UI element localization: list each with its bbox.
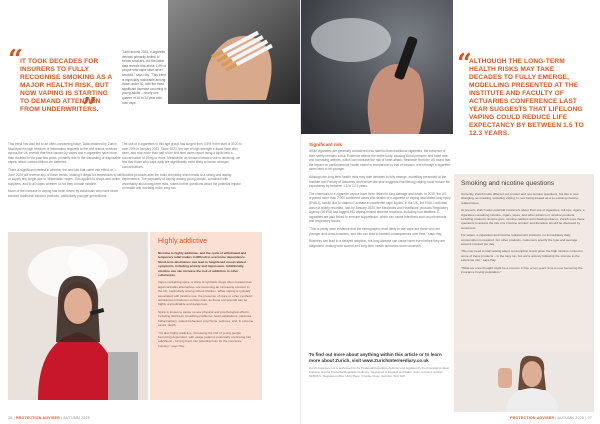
woman-vaping-photo [8,232,148,400]
panel-title: Highly addictive [158,238,208,245]
paragraph: Currently, Zurich holds different set smoker and non-smoker questions, but this is now changing, as smoking, including vaping, is now being treated as a co-existing nicotine-related issue. [461,192,580,205]
magazine-brand: PROTECTION ADVISER [15,416,60,420]
paragraph: While cigarettes are generally considered less harmful than traditional cigarettes, the evidence of their safety remains a risk. Evidence affects the entire body, causing blood pressure and heart rate, and narrowing arteries, which can increase the risk of heart attack. Research from the US found that the impact on cardiovascular health raised in comparison to that of tobacco, even though e-cigarette users tend to be younger. [309,149,451,172]
paragraph: The use of e-cigarettes in this age group has surged from 3.5% in the start of 2020 to over 20% in January 2023. Since 2023, the use of high-strength e-liquid have also risen, and now more than half of the first-time users report using a liquid with a concentration of 20mg or more. Meanwhile, as smoked tobacco use is declining, we find that those who vape daily are significantly more likely to favour stronger concentrations. [122,142,242,169]
left-footer: 26 | PROTECTION ADVISER | AUTUMN 2025 [8,416,90,420]
paragraph: Nicotine products alter the brain chemistry which leads to a strong and lasting dependence. The popularity of vaping among young people, combined with uncertainty about long-term risks, raises further questions about the potential impact on health and mortality in the long run. [122,172,241,191]
cta-disclaimer: Zurich Assurance Ltd is authorised by the Prudential Regulation Authority and regulated by the Financial Conduct Authority and the Prudential Regulation Authority. Registered in England and Wales under company number 02456671. Registered office: Unity Place, 1 Carfax Close, Swindon, SN1 1AP. [309,366,449,378]
right-page [300,0,600,424]
paragraph: "It's also highly addictive, increasing the risk of young people becoming dependent, with usage patterns potentially continuing into adulthood – turning them into potential risks for the insurance industry," says Hay. [158,330,252,348]
paragraph: Vapes containing spice, a class of synthetic drugs often marketed as legal cannabis alternatives, are becoming an increasing concern in the UK, particularly among school children. While vaping is typically associated with nicotine use, the presence of spice or other synthetic substances introduces serious risks, as these compounds can be highly unpredictable and dangerous. [158,280,253,307]
issue-label: AUTUMN 2025 [557,416,585,420]
paragraph: This trend has also led to an often-concerning issue. Data obtained by Zurich Municipal through freedom of information requests to fire and rescue services across the UK reveals that fires caused by vapes and e-cigarettes have more than doubled in the past few years, primarily due to the discarding of disposable vapes, which contain lithium-ion batteries. [8,142,121,165]
cta-block [309,352,449,378]
open-quote-icon: “ [457,49,472,79]
highly-addictive-panel [150,232,262,400]
right-footer: PROTECTION ADVISER | AUTUMN 2025 | 27 [510,416,592,420]
section-heading: Significant risk [309,142,342,147]
panel-lead: Nicotine is highly addictive, and the cycle of withdrawal and temporary relief makes it difficult to overcome dependence. Short-term abstinence can lead to heightened mood-related symptoms, including anxiety and depression. Additionally, nicotine use can increase the risk of addiction to other substances. [158,251,247,278]
cigarettes-photo [168,0,300,104]
panel-body [158,251,254,348]
left-body-column-2 [122,50,168,108]
paragraph: Although the long-term health risks may take decades to fully emerge, modelling presented at the Institute and Faculty of Actuaries conference last year suggests that lifelong vaping could reduce life expectancy by between 1.5 to 12.3 years. [309,174,450,189]
right-body-column [309,149,451,251]
page-number: 26 [8,416,13,420]
smoking-nicotine-panel [454,174,594,350]
paragraph: There is significant interest in whether the new law that came into effect on 1 June 2025 will reverse any of these trends, making it illegal for businesses to sell or supply any single-use or 'disposable' vapes. This applies to shops and online suppliers, and to all vapes whether or not they contain nicotine. [8,167,122,186]
paragraph: Spice is known to cause severe physical and psychological effects, including dizziness, breathing problems, heart palpitations, paranoia, hallucinations, violent behaviour, psychosis, seizures, and, in extreme cases, death. [158,309,254,328]
paragraph: The chemicals in e-cigarette vapour have been linked to lung damage and death. In 2019, the US reported more than 2,000 confirmed cases and deaths of e-cigarette or vaping associated lung injury (EVALI), mostly due to vitamin E acetate in counterfeit vape liquids. In the UK, the EVALI outbreak was not widely recorded, and by January 2025, the Medicines and Healthcare products Regulatory Agency (MHRA) had logged 490 vaping-related adverse reactions, including four fatalities. E-cigarettes are also linked to immune suppression, which can cause infections such as pneumonia and respiratory issues. [309,191,451,224]
panel-body [461,192,587,275]
paragraph: "What we once thought might be a concern in five or ten years' time is now becoming the insurance buying population." [461,265,583,275]
paragraph: "This is pretty clear evidence that the demographic most likely to use vape are those who are younger and cross-boarders, and this can lead to harmful consequences over time," says Hay. [309,226,442,236]
panel-title: Smoking and nicotine questions [461,180,555,187]
paragraph: For vapes, e-cigarettes and nicotine replacement products, no immediately daily consumption is required. For other products, customers specify the type and average amount smoked per day. [461,233,578,247]
cta-title: To find out more about anything within this article or to learn more about Zurich, visit www.ZurichIntermediary.co.uk [309,352,442,363]
right-pull-quote: ALTHOUGH THE LONG-TERM HEALTH RISKS MAY TAKE DECADES TO FULLY EMERGE, MODELLING PRESENTED AT THE INSTITUTE AND FACULTY OF ACTUARIES CONFERENCE LAST YEAR SUGGESTS THAT LIFELONG VAPING COULD REDUCE LIFE EXPECTANCY BY BETWEEN 1.5 TO 12.3 YEARS. [469,58,584,137]
woman-stop-gesture-photo [454,350,594,412]
paragraph: Much of the increase in vaping has been driven by individuals who have never smoked traditional tobacco products, particularly younger generations. [8,189,119,198]
magazine-brand: PROTECTION ADVISER [510,416,555,420]
paragraph: Business can lead to a delayed adoption, but lung disease can cause harm even before they are diagnosed, making both current and long-term health outcomes more uncertain. [309,239,445,248]
paragraph: "We may need to start asking about consumption levels given the high nicotine content in some of these products – in the long run, but we're actively following the science to the extent we can," says Hay. [461,249,583,263]
paragraph: "Until around 2015, e-cigarette devices primarily limited to former smokers, but the latest data reveals that about 1.4% of people who vape have never smoked," says Hay. "This trend is especially noticeable among those under 40, with the most significant increase occurring in young adults – nearly one quarter of 16 to 24 year olds now vape. [122,50,167,105]
issue-label: AUTUMN 2025 [63,416,90,420]
open-quote-icon: “ [8,45,23,75]
left-body-column-2b [122,142,242,194]
paragraph: At present, Zurich asks potential customers about their use of cigarettes, roll-ups, cigars, e-cigarettes containing nicotine, cigars, pipes, and other tobacco or nicotine products, including products nicotine gum, nicotine patches and chewing tobacco. Zurich uses these questions to assess the risk of a 'nicotine smoker' and therefore should be disclosed by customers. [461,208,586,230]
page-number: 27 [587,416,592,420]
left-body-column-1 [8,142,122,202]
left-pull-quote: IT TOOK DECADES FOR INSURERS TO FULLY RECOGNISE SMOKING AS A MAJOR HEALTH RISK, BUT NOW VAPING IS STARTING TO DEMAND ATTENTION FROM UNDERWRITERS. [20,58,112,113]
close-quote-icon: ” [82,93,97,123]
vape-hand-photo [301,0,453,134]
